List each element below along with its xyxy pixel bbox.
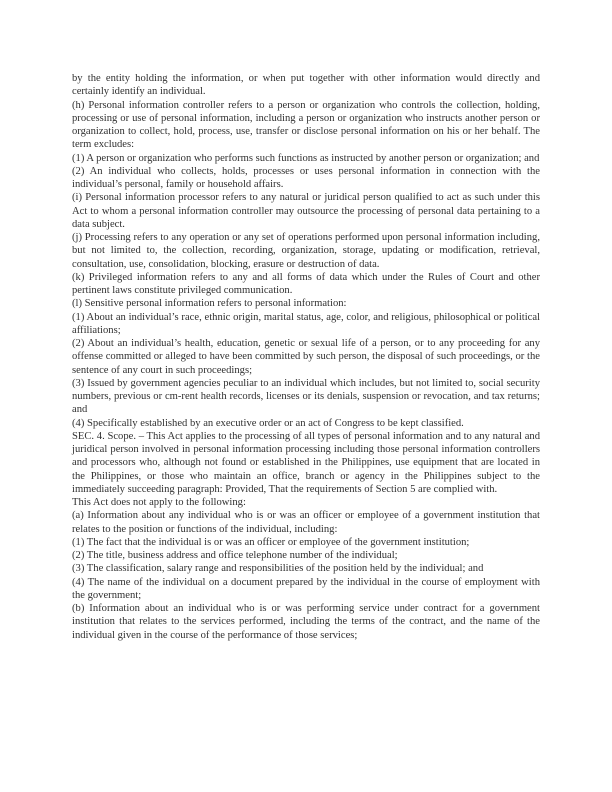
paragraph-h-exclusion-1: (1) A person or organization who performs such functions as instructed by another person or organization; and <box>72 152 540 164</box>
paragraph-l-sensitive-personal-information: (l) Sensitive personal information refers to personal information: <box>72 298 347 310</box>
paragraph-h-exclusion-2: (2) An individual who collects, holds, processes or uses personal information in connection with the individual’s personal, family or household affairs. <box>72 165 540 190</box>
paragraph-a-item-3: (3) The classification, salary range and responsibilities of the position held by the individual; and <box>72 563 484 575</box>
paragraph-k-privileged-information: (k) Privileged information refers to any and all forms of data which under the Rules of Court and other pertinent laws constitute privileged communication. <box>72 271 540 296</box>
paragraph-a-item-1: (1) The fact that the individual is or was an officer or employee of the government institution; <box>72 536 470 548</box>
paragraph-a-item-4: (4) The name of the individual on a document prepared by the individual in the course of employment with the government; <box>72 576 540 601</box>
paragraph-sec-4-scope: SEC. 4. Scope. – This Act applies to the processing of all types of personal information and to any natural and juridical person involved in personal information processing including those personal information controllers and processors who, although not found or established in the Philippines, use equipment that are located in the Philippines, or those who maintain an office, branch or agency in the Philippines subject to the immediately succeeding paragraph: Provided, That the requirements of Section 5 are complied with. <box>72 430 540 495</box>
paragraph-j-processing: (j) Processing refers to any operation or any set of operations performed upon personal information including, but not limited to, the collection, recording, organization, storage, updating or modification, retrieval, consultation, use, consolidation, blocking, erasure or destruction of data. <box>72 232 540 270</box>
paragraph-b-contractor-information: (b) Information about an individual who is or was performing service under contract for a government institution that relates to the services performed, including the terms of the contract, and the name of the individual given in the course of the performance of those services; <box>72 603 540 641</box>
paragraph-l-item-3: (3) Issued by government agencies peculiar to an individual which includes, but not limited to, social security numbers, previous or cm-rent health records, licenses or its denials, suspension or revocation, and tax returns; and <box>72 377 540 416</box>
paragraph-l-item-2: (2) About an individual’s health, education, genetic or sexual life of a person, or to any proceeding for any offense committed or alleged to have been committed by such person, the disposal of such proceedings, or the sentence of any court in such proceedings; <box>72 338 540 376</box>
paragraph-a-government-officer-information: (a) Information about any individual who is or was an officer or employee of a government institution that relates to the position or functions of the individual, including: <box>72 510 540 535</box>
paragraph-continuation-identify-individual: by the entity holding the information, or when put together with other information would directly and certainly identify an individual. <box>72 73 540 98</box>
paragraph-a-item-2: (2) The title, business address and office telephone number of the individual; <box>72 550 398 561</box>
paragraph-i-personal-information-processor: (i) Personal information processor refers to any natural or juridical person qualified to act as such under this Act to whom a personal information controller may outsource the processing of personal data pertaining to a data subject. <box>72 192 540 230</box>
paragraph-l-item-4: (4) Specifically established by an executive order or an act of Congress to be kept classified. <box>72 417 464 429</box>
document-page <box>72 72 540 642</box>
paragraph-l-item-1: (1) About an individual’s race, ethnic origin, marital status, age, color, and religious, philosophical or political affiliations; <box>72 311 540 336</box>
paragraph-act-does-not-apply: This Act does not apply to the following: <box>72 497 246 508</box>
paragraph-h-personal-information-controller: (h) Personal information controller refers to a person or organization who controls the collection, holding, processing or use of personal information, including a person or organization who instructs another person or organization to collect, hold, process, use, transfer or disclose personal information on his or her behalf. The term excludes: <box>72 99 540 151</box>
